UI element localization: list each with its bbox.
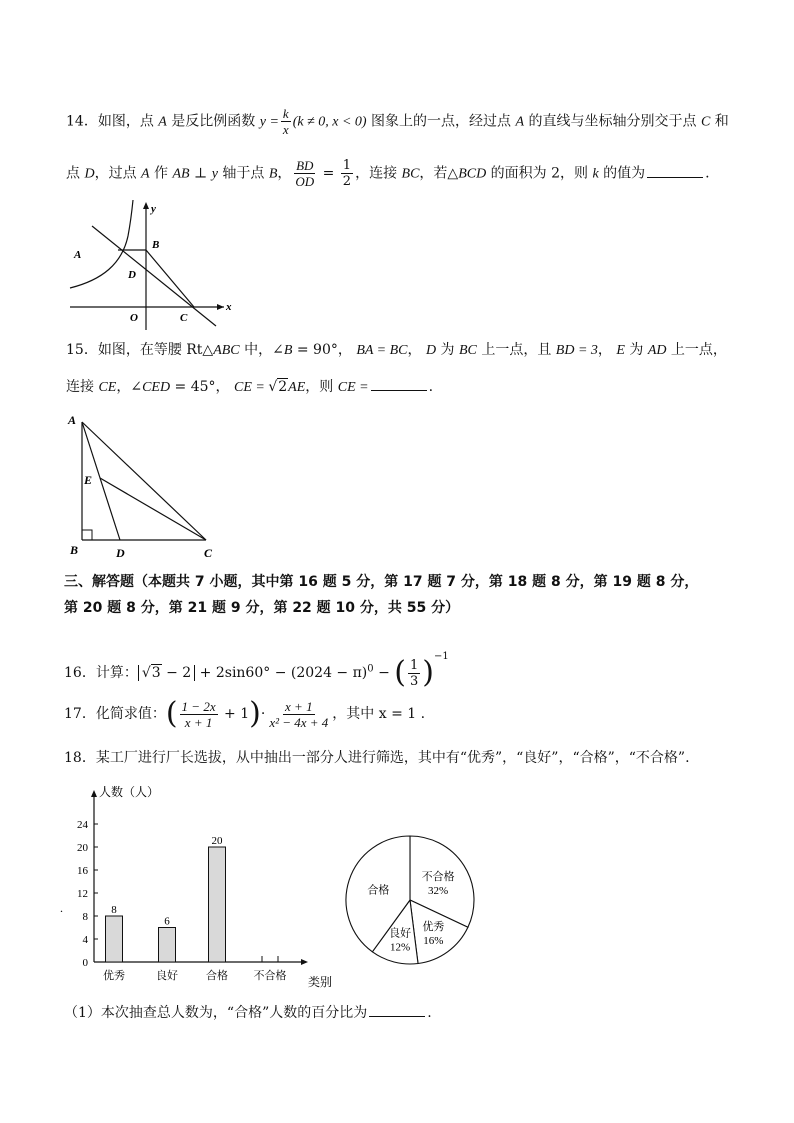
x-tick-label: 优秀	[103, 970, 125, 982]
q18-text: 18．某工厂进行厂长选拔，从中抽出一部分人进行筛选，其中有“优秀”，“良好”，“合格”，“不合格”.	[64, 750, 690, 766]
q15-line1: 15．如图，在等腰 Rt△ABC 中，∠B = 90°， BA = BC， D 为 BC 上一点，且 BD = 3， E 为 AD 上一点，	[66, 342, 727, 358]
bar-data-label: 20	[211, 835, 223, 847]
hyperbola-curve	[70, 200, 133, 288]
answer-blank	[647, 163, 703, 178]
section-3-heading-line1: 三、解答题（本题共 7 小题，其中第 16 题 5 分，第 17 题 7 分，第 18 题 8 分，第 19 题 8 分，	[64, 574, 699, 590]
y-axis-arrow	[91, 790, 97, 797]
fraction-1: $\frac{1 - 2x}{x + 1}$	[181, 698, 216, 730]
bar	[209, 847, 226, 962]
label-c: C	[204, 546, 213, 560]
bar-data-label: 8	[111, 904, 117, 916]
segment-ce	[100, 478, 206, 540]
q14-line2: 点 D，过点 A 作 AB ⊥ y 轴于点 B， $\frac{BD}{OD}$ = $\frac{1}{2}$ ，连接 BC，若△BCD 的面积为 2，则 k 的值为 .	[66, 158, 710, 189]
bar-data-label: 6	[164, 915, 170, 928]
label-y: y	[151, 203, 156, 215]
stray-dot-mark: .	[60, 901, 63, 915]
x-tick-label: 合格	[206, 970, 228, 982]
bd-over-od-fraction: $\frac{BD}{OD}$	[295, 158, 315, 189]
label-b: B	[70, 543, 79, 557]
y-axis-label: 人数（人）	[99, 785, 160, 799]
pie-slice-percent: 12%	[390, 941, 411, 954]
sqrt-symbol: √	[141, 665, 151, 681]
answer-blank	[369, 1002, 425, 1017]
bar-chart	[60, 780, 350, 990]
label-e: E	[84, 473, 93, 487]
pie-slice-label: 合格	[367, 884, 390, 897]
x-tick-label: 良好	[156, 970, 178, 982]
pie-slice-label: 良好	[389, 927, 412, 940]
fraction-2: $\frac{x + 1}{\text{x² − 4x + 4}}$	[269, 698, 329, 730]
y-tick-label: 12	[77, 888, 88, 900]
label-a: A	[74, 249, 82, 261]
q15-line2: 连接 CE，∠CED = 45°， CE = √2AE，则 CE = .	[66, 376, 433, 398]
label-c: C	[180, 312, 188, 324]
absolute-value: √3 − 2	[138, 665, 195, 681]
label-x: x	[226, 301, 232, 313]
segment-bc	[146, 250, 194, 307]
label-o: O	[130, 312, 138, 324]
k-over-x-fraction: $\frac{k}{x}$	[282, 106, 289, 137]
y-tick-label: 4	[82, 934, 88, 946]
one-third-fraction: $\frac{1}{3}$	[410, 657, 419, 689]
pie-slice-label: 不合格	[421, 871, 455, 884]
pie-slice-percent: 16%	[423, 935, 444, 948]
x-axis-label: 类别	[308, 975, 333, 989]
q17-line: 17．化简求值：( $\frac{1 - 2x}{x + 1}$ + 1)· $\frac{x + 1}{\text{x² − 4x + 4}}$ ，其中 x = 1 .	[64, 696, 426, 731]
q14-figure	[62, 196, 242, 332]
pie-slice-percent: 32%	[428, 885, 449, 898]
x-tick-label: 不合格	[253, 970, 287, 982]
q15-figure	[64, 410, 224, 562]
y-tick-label: 8	[82, 911, 88, 923]
section-3-heading-line2: 第 20 题 8 分，第 21 题 9 分，第 22 题 10 分，共 55 分）	[64, 600, 460, 616]
label-d: D	[116, 546, 125, 560]
sqrt-symbol: √	[268, 379, 278, 395]
q14-line1: 14．如图，点 A 是反比例函数 y = $\frac{k}{x}$ (k ≠ 0, x < 0) 图象上的一点，经过点 A 的直线与坐标轴分别交于点 C 和	[66, 106, 729, 137]
label-d: D	[128, 269, 136, 281]
y-tick-label: 0	[82, 957, 88, 969]
pie-slice-label: 优秀	[422, 921, 445, 934]
pie-chart	[340, 830, 480, 970]
one-half-fraction: $\frac{1}{2}$	[342, 158, 352, 189]
answer-blank	[371, 376, 427, 391]
q18-sub1: （1）本次抽查总人数为，“合格”人数的百分比为 .	[64, 1002, 432, 1023]
bar	[159, 928, 176, 963]
x-axis-arrow	[217, 304, 224, 310]
right-angle-mark	[82, 530, 92, 540]
y-tick-label: 20	[77, 842, 88, 854]
label-a: A	[68, 413, 77, 427]
y-tick-label: 24	[77, 819, 88, 831]
x-axis-arrow	[301, 959, 308, 965]
label-b: B	[152, 239, 160, 251]
y-axis-arrow	[143, 202, 149, 209]
q16-line: 16．计算： $√3 - 2 + 2\sin 60^\circ - (2024 - \pi)^0$ − ( $\frac{1}{3}$ )$^{-1}$	[64, 651, 449, 690]
y-tick-label: 16	[77, 865, 88, 877]
bar	[106, 916, 123, 962]
